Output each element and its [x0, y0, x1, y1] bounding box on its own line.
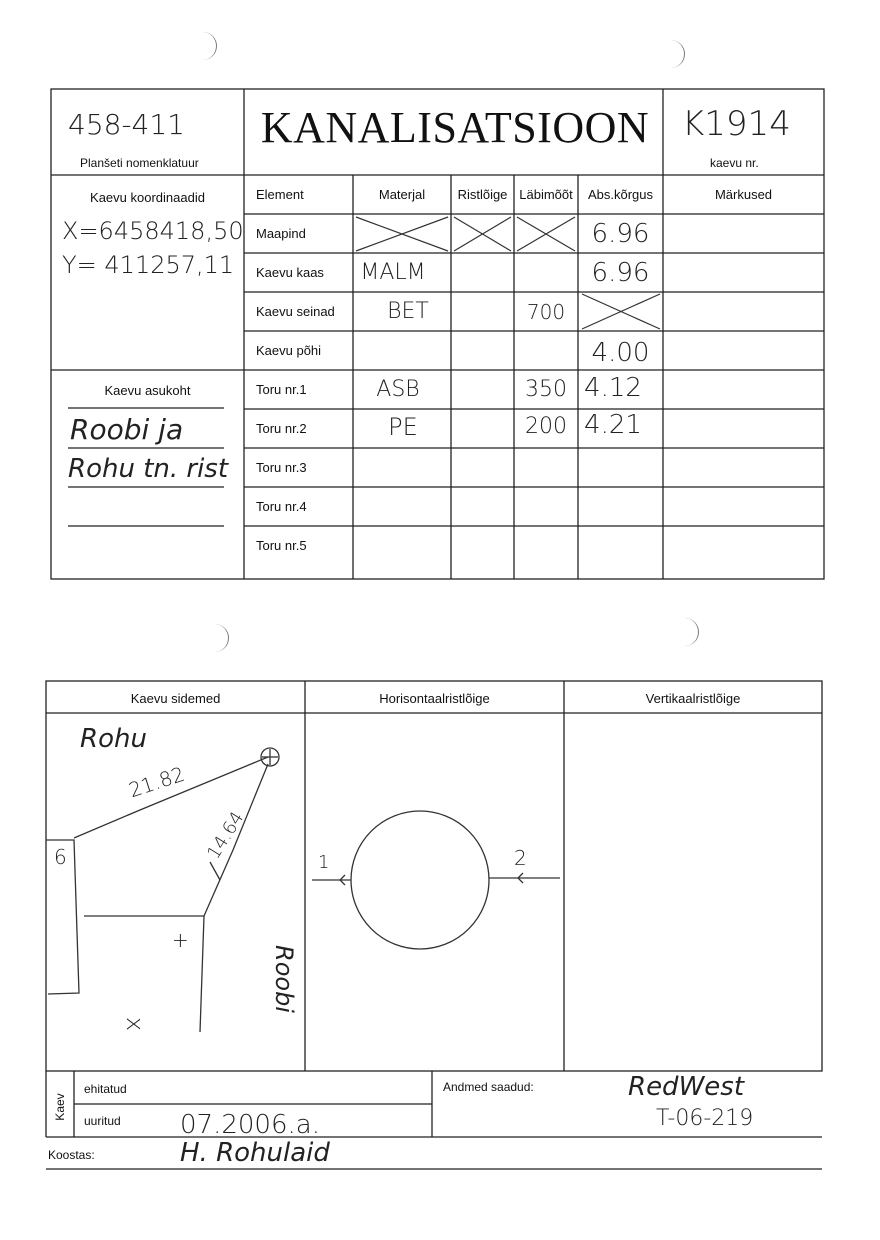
pipe-label-2: 2	[514, 846, 527, 870]
punch-hole	[680, 618, 699, 646]
data-from-label: Andmed saadud:	[443, 1080, 534, 1094]
row-abs: 4.00	[591, 337, 650, 368]
form-title: KANALISATSIOON	[260, 103, 650, 152]
mark-plus: +	[172, 928, 189, 952]
row-abs: 6.96	[591, 257, 650, 288]
built-label: ehitatud	[84, 1082, 127, 1096]
x-coordinate: X=6458418,50	[62, 217, 244, 245]
well-number-label: kaevu nr.	[710, 156, 759, 170]
header-section: Ristlõige	[457, 187, 508, 202]
row-element: Toru nr.3	[256, 460, 307, 475]
row-material: MALM	[360, 260, 426, 285]
horizontal-section-header: Horisontaalristlõige	[379, 691, 490, 706]
row-abs: 4.21	[584, 409, 642, 440]
row-element: Maapind	[256, 226, 306, 241]
data-source: RedWest	[628, 1072, 745, 1102]
connections-header: Kaevu sidemed	[130, 691, 221, 706]
row-abs: 6.96	[591, 218, 650, 249]
location-line2: Rohu tn. rist	[68, 454, 229, 484]
row-abs: 4.12	[584, 372, 642, 403]
building-number: 6	[54, 845, 67, 869]
compiled-label: Koostas:	[48, 1148, 95, 1162]
surveyed-date: 07.2006.a.	[180, 1110, 320, 1140]
header-element: Element	[256, 187, 304, 202]
row-material: BET	[387, 299, 429, 324]
header-abs-height: Abs.kõrgus	[587, 187, 654, 202]
punch-hole	[210, 624, 229, 652]
location-label: Kaevu asukoht	[104, 383, 191, 398]
row-material: ASB	[376, 377, 420, 402]
row-element: Toru nr.4	[256, 499, 307, 514]
row-element: Toru nr.1	[256, 382, 307, 397]
row-material: PE	[388, 412, 418, 441]
well-number: K1914	[682, 104, 791, 144]
header-remarks: Märkused	[714, 187, 773, 202]
header-diameter: Läbimõõt	[519, 187, 573, 202]
row-diameter: 350	[525, 377, 567, 402]
surveyed-label: uuritud	[84, 1114, 121, 1128]
y-coordinate: Y= 411257,11	[62, 251, 235, 279]
mark-x: x	[121, 1016, 150, 1032]
data-reference: T-06-219	[656, 1106, 754, 1131]
distance-2: 14.64	[203, 808, 249, 863]
row-element: Kaevu põhi	[256, 343, 322, 358]
street-label-top: Rohu	[80, 724, 147, 754]
row-element: Toru nr.5	[256, 538, 307, 553]
sheet-code-label: Planšeti nomenklatuur	[80, 156, 199, 170]
row-element: Toru nr.2	[256, 421, 307, 436]
row-element: Kaevu kaas	[256, 265, 324, 280]
pipe-label-1: 1	[318, 852, 330, 873]
compiled-by: H. Rohulaid	[180, 1138, 330, 1168]
street-label-side: Roobi	[269, 945, 298, 1013]
row-diameter: 200	[525, 414, 567, 439]
coordinates-label: Kaevu koordinaadid	[90, 190, 205, 205]
sketch-lines	[46, 748, 560, 1032]
row-diameter: 700	[526, 299, 566, 324]
sheet-code: 458-411	[68, 108, 185, 141]
location-line1: Roobi ja	[70, 413, 184, 446]
distance-1: 21.82	[125, 761, 188, 803]
row-element: Kaevu seinad	[256, 304, 335, 319]
side-label: Kaev	[53, 1093, 67, 1121]
header-material: Materjal	[378, 187, 426, 202]
vertical-section-header: Vertikaalristlõige	[645, 691, 741, 706]
